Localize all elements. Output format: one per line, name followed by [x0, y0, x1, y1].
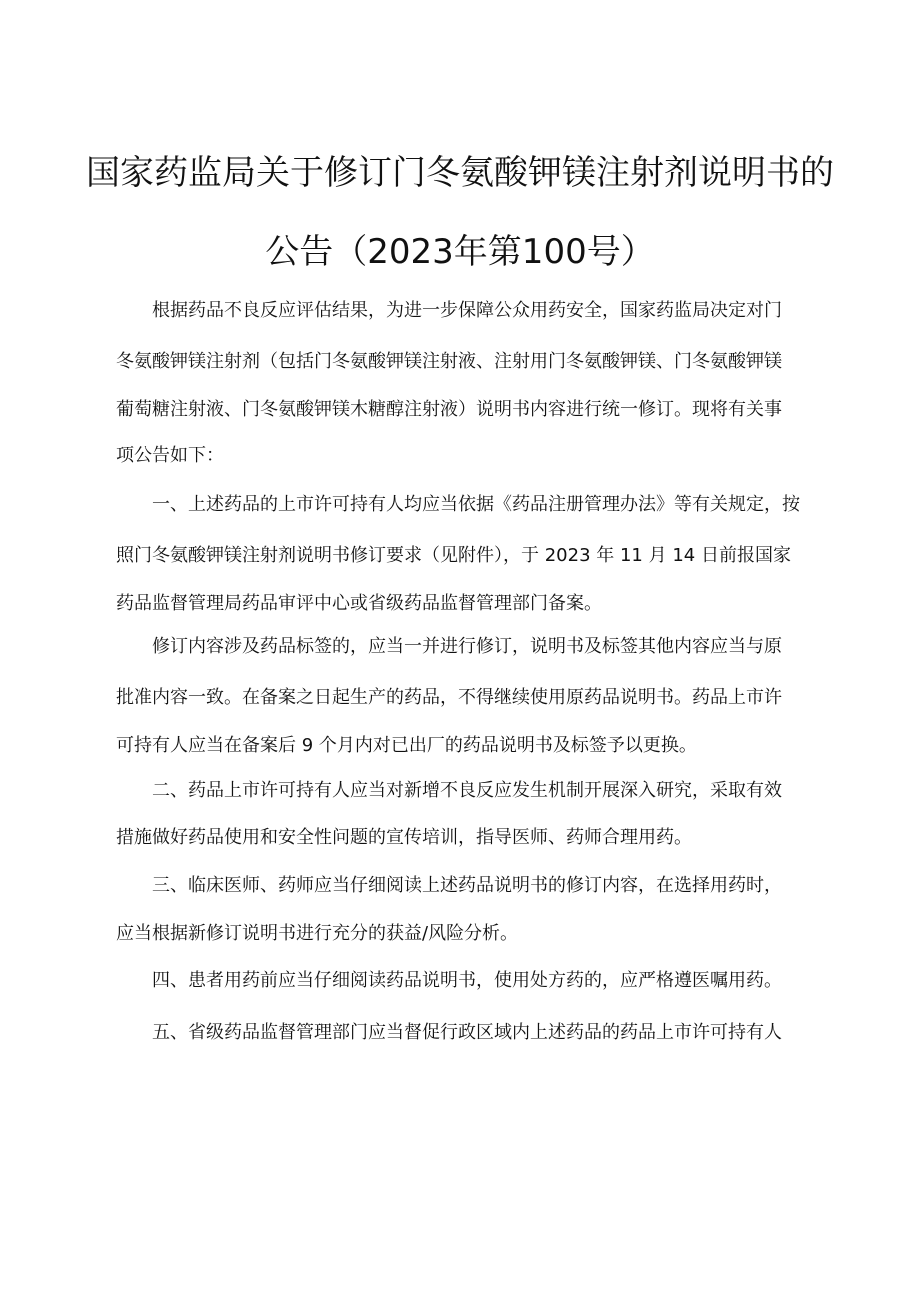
body-line-5: 一、上述药品的上市许可持有人均应当依据《药品注册管理办法》等有关规定，按 [116, 494, 800, 515]
body-line-7: 药品监督管理局药品审评中心或省级药品监督管理部门备案。 [116, 593, 602, 614]
document-title-line-1: 国家药监局关于修订门冬氨酸钾镁注射剂说明书的 [86, 153, 834, 193]
body-line-15: 四、患者用药前应当仔细阅读药品说明书，使用处方药的，应严格遵医嘱用药。 [116, 970, 782, 991]
body-line-12: 措施做好药品使用和安全性问题的宣传培训，指导医师、药师合理用药。 [116, 827, 692, 848]
body-line-4: 项公告如下： [116, 445, 224, 466]
body-line-9: 批准内容一致。在备案之日起生产的药品，不得继续使用原药品说明书。药品上市许 [116, 687, 782, 708]
body-line-10: 可持有人应当在备案后 9 个月内对已出厂的药品说明书及标签予以更换。 [116, 735, 697, 756]
body-line-2: 冬氨酸钾镁注射剂（包括门冬氨酸钾镁注射液、注射用门冬氨酸钾镁、门冬氨酸钾镁 [116, 351, 782, 372]
body-line-6: 照门冬氨酸钾镁注射剂说明书修订要求（见附件），于 2023 年 11 月 14 日前报国家 [116, 545, 791, 566]
body-line-14: 应当根据新修订说明书进行充分的获益/风险分析。 [116, 923, 519, 944]
body-line-1: 根据药品不良反应评估结果，为进一步保障公众用药安全，国家药监局决定对门 [116, 300, 782, 321]
body-line-13: 三、临床医师、药师应当仔细阅读上述药品说明书的修订内容，在选择用药时， [116, 875, 782, 896]
body-line-8: 修订内容涉及药品标签的，应当一并进行修订，说明书及标签其他内容应当与原 [116, 636, 782, 657]
body-line-3: 葡萄糖注射液、门冬氨酸钾镁木糖醇注射液）说明书内容进行统一修订。现将有关事 [116, 399, 782, 420]
body-line-11: 二、药品上市许可持有人应当对新增不良反应发生机制开展深入研究，采取有效 [116, 780, 782, 801]
body-line-16: 五、省级药品监督管理部门应当督促行政区域内上述药品的药品上市许可持有人 [116, 1022, 782, 1043]
document-title-line-2: 公告（2023年第100号） [265, 232, 655, 272]
